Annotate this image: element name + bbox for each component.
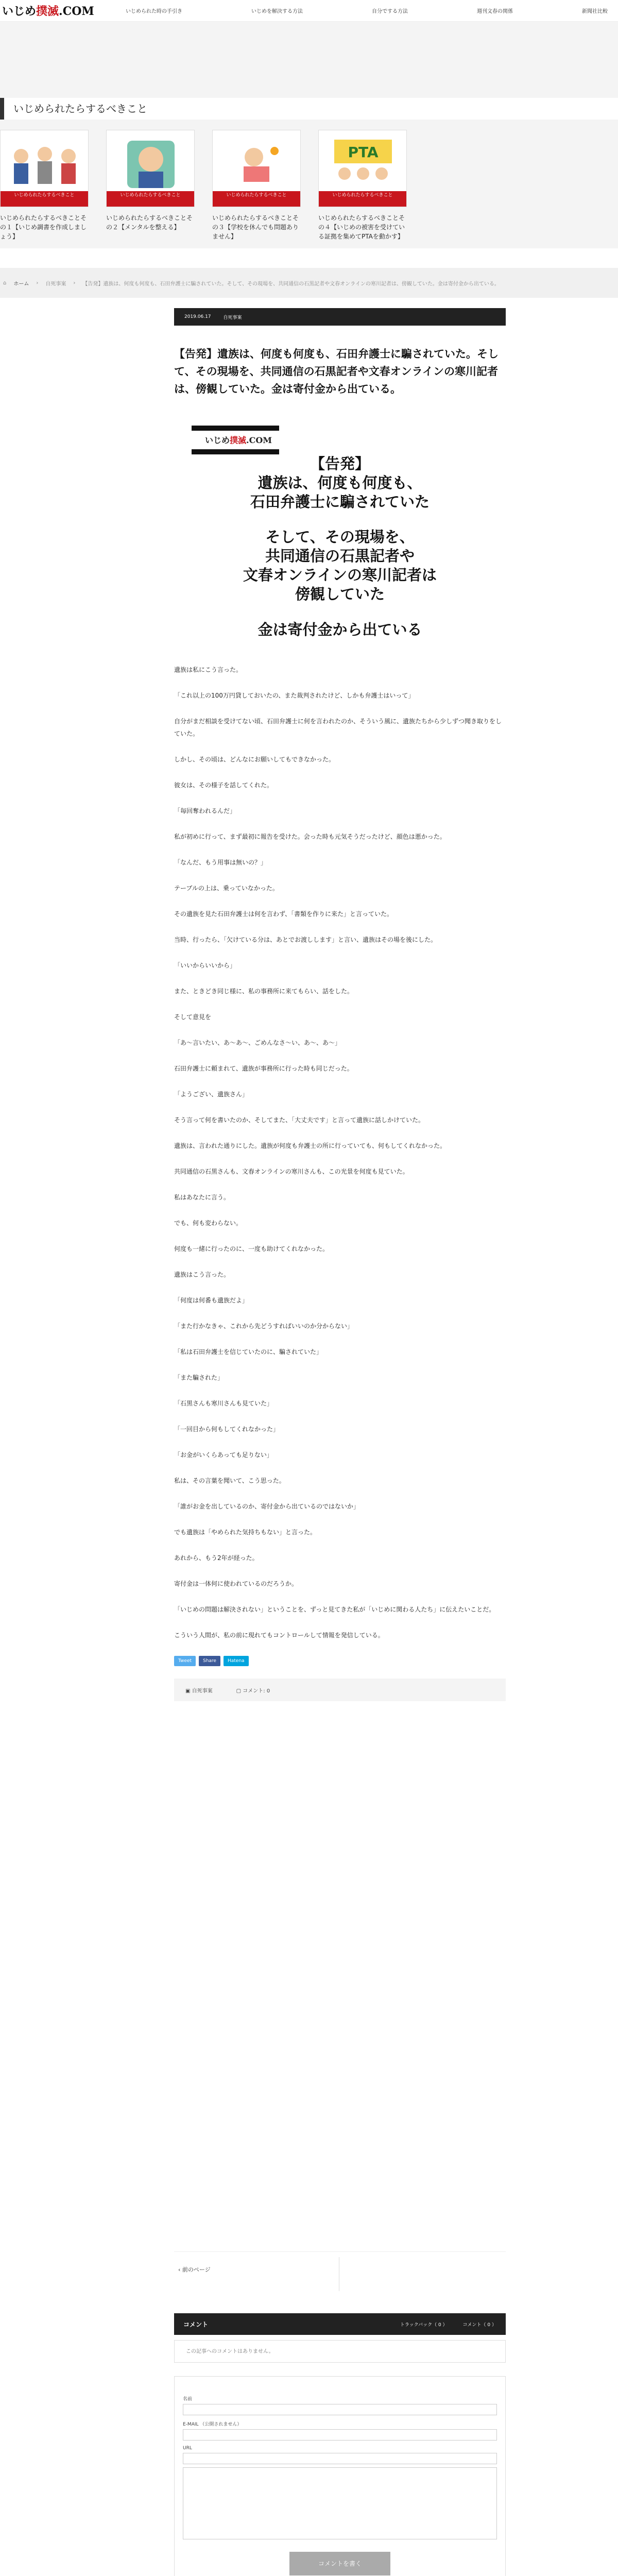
- article-paragraph: 「いじめの問題は解決されない」ということを、ずっと見てきた私が「いじめに関わる人たち」に伝えたいことだ。: [174, 1606, 495, 1613]
- nav-item[interactable]: 自分でする方法: [372, 9, 408, 14]
- featured-card[interactable]: [0, 130, 89, 241]
- article-paragraph: 遺族はこう言った。: [174, 1271, 230, 1278]
- resting-child-icon: [213, 130, 301, 192]
- url-label: URL: [183, 2446, 192, 2451]
- featured-card[interactable]: [106, 130, 195, 232]
- sad-child-icon: [107, 130, 195, 192]
- article-paragraph: その遺族を見た石田弁護士は何を言わず、「書類を作りに来た」と言っていた。: [174, 910, 393, 918]
- article-paragraph: でも、何も変わらない。: [174, 1219, 243, 1227]
- article-paragraph: 「あ～言いたい、あ～あ～、ごめんなさ～い、あ～、あ～」: [174, 1039, 341, 1046]
- featured-heading: いじめられたらするべきこと: [0, 98, 618, 120]
- article-paragraph: あれから、もう2年が経った。: [174, 1554, 259, 1562]
- article-meta: [174, 308, 506, 326]
- article-paragraph: 「一回目から何もしてくれなかった」: [174, 1426, 280, 1433]
- article-paragraph: 「私は石田弁護士を信じていたのに、騙されていた」: [174, 1348, 323, 1355]
- article-paragraph: 遺族は、言われた通りにした。遺族が何度も弁護士の所に行っていても、何もしてくれなかった。: [174, 1142, 447, 1149]
- article-paragraph: 私は、その言葉を聞いて、こう思った。: [174, 1477, 285, 1484]
- name-input[interactable]: [183, 2404, 497, 2415]
- article-paragraph: 「毎回奪われるんだ」: [174, 807, 236, 815]
- nav-item[interactable]: いじめられた時の手引き: [126, 9, 182, 14]
- article-paragraph: そう言って何を書いたのか、そしてまた、「大丈夫です」と言って遺族に話しかけていた。: [174, 1116, 425, 1124]
- chevron-left-icon: ‹: [178, 2266, 182, 2273]
- card-band: いじめられたらするべきこと: [107, 191, 194, 207]
- article-paragraph: 「誰がお金を出しているのか、寄付金から出ているのではないか」: [174, 1503, 360, 1510]
- article-paragraph: 「また騙された」: [174, 1374, 224, 1381]
- folder-icon: ▣: [185, 1688, 192, 1694]
- chevron-right-icon: ›: [73, 280, 76, 286]
- card-caption[interactable]: いじめられたらするべきことその２【メンタルを整える】: [106, 214, 193, 231]
- url-input[interactable]: [183, 2453, 497, 2464]
- article-paragraph: しかし、その頃は、どんなにお願いしてもできなかった。: [174, 756, 335, 763]
- article-paragraph: 私はあなたに言う。: [174, 1194, 230, 1201]
- eyecatch-line: そして、その現場を、: [265, 528, 415, 546]
- pta-sign-text: PTA: [348, 144, 379, 161]
- no-comments-notice: この記事へのコメントはありません。: [174, 2340, 506, 2363]
- article-paragraph: 「お金がいくらあっても足りない」: [174, 1451, 273, 1459]
- comment-form: [174, 2376, 506, 2576]
- article-paragraph: こういう人間が、私の前に現れてもコントロールして情報を発信している。: [174, 1632, 384, 1639]
- comment-link[interactable]: ▢ コメント: 0: [236, 1688, 270, 1694]
- site-logo[interactable]: いじめ撲滅.COM: [2, 5, 94, 18]
- breadcrumb-home[interactable]: ホーム: [13, 281, 29, 287]
- home-icon[interactable]: ⌂: [3, 280, 7, 286]
- eyecatch-logo: いじめ撲滅.COM: [205, 435, 272, 445]
- email-label: E-MAIL （公開されません）: [183, 2422, 242, 2427]
- eyecatch-line: 共同通信の石黒記者や: [265, 547, 415, 565]
- article-paragraph: 「ようござい、遺族さん」: [174, 1091, 249, 1098]
- article-paragraph: 共同通信の石黒さんも、文春オンラインの寒川さんも、この光景を何度も見ていた。: [174, 1168, 409, 1175]
- article-paragraph: テーブルの上は、乗っていなかった。: [174, 885, 279, 892]
- post-navigation: [174, 2251, 506, 2291]
- article-paragraph: 石田弁護士に頼まれて、遺族が事務所に行った時も同じだった。: [174, 1065, 353, 1072]
- card-thumbnail[interactable]: [212, 130, 301, 207]
- nav-item[interactable]: 新聞社比較: [582, 9, 608, 14]
- tweet-button[interactable]: Tweet: [174, 1656, 196, 1666]
- featured-card[interactable]: [318, 130, 407, 241]
- article-paragraph: 彼女は、その様子を話してくれた。: [174, 782, 273, 789]
- featured-card[interactable]: [212, 130, 301, 241]
- card-caption[interactable]: いじめられたらするべきことその４【いじめの被害を受けている証拠を集めてPTAを動かす】: [318, 214, 405, 240]
- article-paragraph: 「石黒さんも寒川さんも見ていた」: [174, 1400, 273, 1407]
- category-link[interactable]: ▣ 自死事案: [185, 1688, 213, 1694]
- article-body: [174, 664, 506, 1641]
- comment-icon: ▢: [236, 1688, 243, 1694]
- breadcrumb: [0, 268, 618, 298]
- share-buttons: [174, 1656, 506, 1666]
- card-thumbnail[interactable]: [106, 130, 195, 207]
- article-paragraph: 何度も一緒に行ったのに、一度も助けてくれなかった。: [174, 1245, 329, 1252]
- article-eyecatch: [174, 418, 506, 650]
- card-band: いじめられたらするべきこと: [319, 191, 406, 207]
- email-input[interactable]: [183, 2429, 497, 2441]
- breadcrumb-current: 【告発】遺族は、何度も何度も、石田弁護士に騙されていた。そして、その現場を、共同通信の石黒記者や文春オンラインの寒川記者は、傍観していた。金は寄付金から出ている。: [82, 281, 500, 287]
- eyecatch-line: 傍観していた: [295, 585, 385, 603]
- article-paragraph: そして意見を: [174, 1013, 212, 1021]
- article-paragraph: 「何度は何番も遺族だよ」: [174, 1297, 249, 1304]
- comment-textarea[interactable]: [183, 2467, 497, 2539]
- site-header: [0, 0, 618, 22]
- article-paragraph: 「また行かなきゃ、これから先どうすればいいのか分からない」: [174, 1323, 354, 1330]
- post-category[interactable]: 自死事案: [223, 315, 242, 320]
- eyecatch-line: 石田弁護士に騙されていた: [250, 493, 430, 511]
- card-band: いじめられたらするべきこと: [1, 191, 88, 207]
- comments-tab[interactable]: コメント（ 0 ）: [462, 2322, 496, 2328]
- comments-header: [174, 2313, 506, 2335]
- comments-title: コメント: [183, 2320, 209, 2328]
- card-caption[interactable]: いじめられたらするべきことその３【学校を休んでも問題ありません】: [212, 214, 299, 240]
- article-paragraph: 「なんだ、もう用事は無いの？」: [174, 859, 267, 866]
- article-paragraph: 当時、行ったら、「欠けている分は、あとでお渡しします」と言い、遺族はその場を後にした。: [174, 936, 437, 943]
- submit-comment-button[interactable]: コメントを書く: [289, 2552, 390, 2575]
- article-paragraph: 私が初めに行って、まず最初に報告を受けた。会った時も元気そうだったけど、顔色は悪かった。: [174, 833, 446, 840]
- eyecatch-line: 遺族は、何度も何度も、: [258, 474, 422, 492]
- eyecatch-bar: [192, 426, 279, 431]
- breadcrumb-category[interactable]: 自死事案: [45, 281, 66, 287]
- article-paragraph: 「これ以上の100万円貸しておいたの、また裁判されたけど、しかも弁護士はいって」: [174, 692, 415, 699]
- trackback-tab[interactable]: トラックバック（ 0 ）: [400, 2322, 448, 2328]
- global-nav: [118, 7, 618, 14]
- prev-page-link[interactable]: ‹ 前のページ: [178, 2266, 211, 2273]
- card-band: いじめられたらするべきこと: [213, 191, 300, 207]
- card-thumbnail[interactable]: [318, 130, 407, 207]
- card-caption[interactable]: いじめられたらするべきことその１【いじめ調書を作成しましょう】: [0, 214, 87, 240]
- article-paragraph: 遺族は私にこう言った。: [174, 666, 243, 673]
- eyecatch-line: 【告発】: [310, 455, 370, 472]
- article-paragraph: 寄付金は一体何に使われているのだろうか。: [174, 1580, 298, 1587]
- eyecatch-line: 金は寄付金から出ている: [258, 621, 422, 638]
- chevron-right-icon: ›: [36, 280, 39, 286]
- nav-item[interactable]: 週刊文春の関係: [477, 9, 513, 14]
- group-illustration-icon: [1, 130, 89, 192]
- name-label: 名前: [183, 2397, 193, 2402]
- post-date: 2019.06.17: [184, 314, 211, 319]
- article: [174, 308, 506, 1701]
- article-paragraph: 自分がまだ相談を受けてない頃、石田弁護士に何を言われたのか、そういう風に、遺族たちから少しずつ聞き取りをしていた。: [174, 718, 502, 737]
- eyecatch-line: 文春オンラインの寒川記者は: [243, 566, 437, 584]
- nav-item[interactable]: いじめを解決する方法: [251, 9, 303, 14]
- featured-section: [0, 22, 618, 248]
- article-paragraph: 「いいからいいから」: [174, 962, 236, 969]
- article-title: 【告発】遺族は、何度も何度も、石田弁護士に騙されていた。そして、その現場を、共同通信の石黒記者や文春オンラインの寒川記者は、傍観していた。金は寄付金から出ている。: [174, 348, 499, 395]
- eyecatch-bar: [192, 449, 279, 454]
- pta-sign-icon: [319, 130, 407, 192]
- article-paragraph: でも遺族は「やめられた気持ちもない」と言った。: [174, 1529, 317, 1536]
- article-paragraph: また、ときどき同じ様に、私の事務所に来てもらい、話をした。: [174, 988, 354, 995]
- article-tags: [174, 1679, 506, 1701]
- hatena-button[interactable]: Hatena: [224, 1656, 249, 1666]
- card-thumbnail[interactable]: [0, 130, 89, 207]
- facebook-share-button[interactable]: Share: [199, 1656, 220, 1666]
